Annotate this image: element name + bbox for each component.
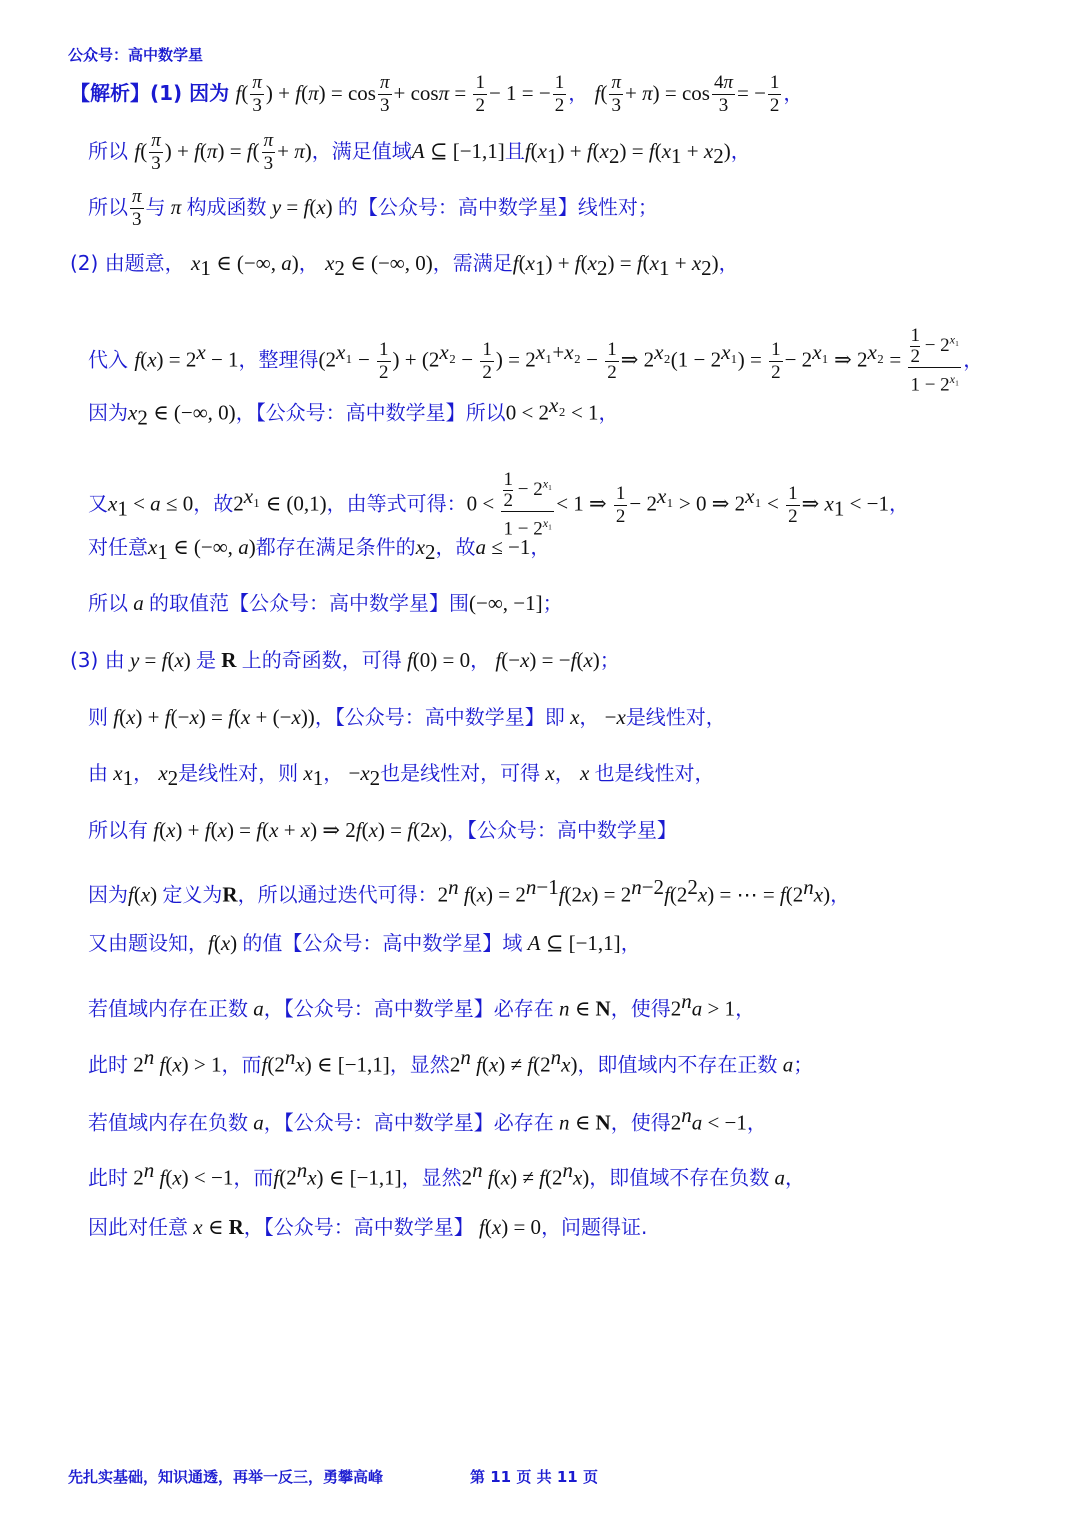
line-14: 因为f(x) 定义为R，所以通过迭代可得：2$^n$ $f(x) = 2^{n-1}f(2x) = 2^{n-2}f(2^2x)$ = ⋯ = $f(2^nx)$， — [88, 875, 851, 907]
total-page-number: 11 — [556, 1468, 578, 1486]
brand-tag: 【公众号：高中数学星】 — [357, 195, 578, 219]
line-16: 若值域内存在正数 a，【公众号：高中数学星】必存在 n ∈ N，使得$2^na > 1$， — [88, 989, 756, 1021]
line-4: (2) 由题意， $x_1$ ∈ (−∞, a)， $x_2$ ∈ (−∞, 0)，需满足$f(x_1) + f(x_2) = f(x_1 + x_2)$， — [70, 251, 739, 280]
line-3: 所以 $\frac{\pi}{3}$ 与 π 构成函数 y = f(x) 的【公众号：高中数学星】线性对； — [88, 186, 658, 230]
line-19: 此时 2$^n$ f(x) < −1，而f(2$^n$x) ∈ [−1,1]，显然2$^n$ $f(x) \ne f(2^nx)$，即值域不存在负数 a， — [88, 1158, 806, 1190]
line-2: 所以 f( $\frac{\pi}{3}$ ) + f(π) = f( $\frac{\pi}{3}$ + π)，满足值域A ⊆ [−1,1]且$f(x_1) + f(x_2) = f(x_1 + x_2)$， — [88, 130, 751, 174]
line-12: 由 $x_1$， $x_2$是线性对，则 $x_1$， $-x_2$也是线性对，可得 x， x 也是线性对， — [88, 761, 715, 790]
line-15: 又由题设知，f(x) 的值【公众号：高中数学星】域 A ⊆ [−1,1]， — [88, 931, 641, 955]
line-5: 代入 $f(x) = 2^x - 1$，整理得($2^{x_1}$ − $\frac{1}{2}$ ) + ($2^{x_2}$ − $\frac{1}{2}$ ) = $2^{x_1+x_2}$ − $\frac{1}{2}$ ⇒ $2^{x_2}(1 - 2^{x_1})$ = $\frac{1}{2}$ − $2^{x_1}$ ⇒ $2^{x_2}$ = $\frac{1}{2}$ − $2^{x_1}$ $1 - 2^{x_1}$ ， — [88, 325, 984, 396]
line-6: 因为$x_2$ ∈ (−∞, 0)，【公众号：高中数学星】所以$0 < 2^{x_2} < 1$， — [88, 393, 619, 430]
part2-label: (2) 由题意， — [70, 251, 185, 275]
line-11: 则 f(x) + f(−x) = f(x + (−x))，【公众号：高中数学星】即 x， −x是线性对， — [88, 705, 726, 729]
line-18: 若值域内存在负数 a，【公众号：高中数学星】必存在 n ∈ N，使得$2^na < -1$， — [88, 1103, 767, 1135]
line-7: 又$x_1 < a \le 0$，故$2^{x_1}$ ∈ (0,1)，由等式可得：0 < $\frac{1}{2}$ − $2^{x_1}$ $1 - 2^{x_1}$ < 1 ⇒ $\frac{1}{2}$ − $2^{x_1} > 0$ ⇒ $2^{x_1}$ < $\frac{1}{2}$ ⇒ $x_1 < -1$， — [88, 469, 909, 540]
source-header: 公众号：高中数学星 — [68, 46, 204, 64]
line-1: 【解析】(1) 因为 f( $\frac{\pi}{3}$ ) + f(π) = cos $\frac{\pi}{3}$ + cosπ = $\frac{1}{2}$ − 1 = − $\frac{1}{2}$ ， f( $\frac{\pi}{3}$ + π) = cos $\frac{4\pi}{3}$ = − $\frac{1}{2}$ ， — [70, 72, 804, 116]
line-20: 因此对任意 x ∈ R，【公众号：高中数学星】 f(x) = 0，问题得证. — [88, 1215, 648, 1239]
line-17: 此时 2$^n$ f(x) > 1，而f(2$^n$x) ∈ [−1,1]，显然2$^n$ $f(x) \ne f(2^nx)$，即值域内不存在正数 a； — [88, 1045, 814, 1077]
line-9: 所以 a 的取值范【公众号：高中数学星】围(−∞, −1]； — [88, 591, 563, 615]
line-10: (3) 由 y = f(x) 是 R 上的奇函数，可得 f(0) = 0， f(−x) = −f(x)； — [70, 648, 620, 672]
part3-label: (3) 由 — [70, 648, 125, 672]
line-13: 所以有 f(x) + f(x) = f(x + x) ⇒ 2f(x) = f(2x)，【公众号：高中数学星】 — [88, 818, 677, 842]
page-indicator: 第 11 页 共 11 页 — [470, 1468, 598, 1486]
part1-label: 【解析】(1) 因为 — [70, 81, 230, 105]
footer-motto: 先扎实基础，知识通透，再举一反三，勇攀高峰 — [68, 1468, 384, 1486]
current-page-number: 11 — [490, 1468, 512, 1486]
line-8: 对任意$x_1$ ∈ (−∞, a)都存在满足条件的$x_2$，故a ≤ −1， — [88, 535, 551, 564]
